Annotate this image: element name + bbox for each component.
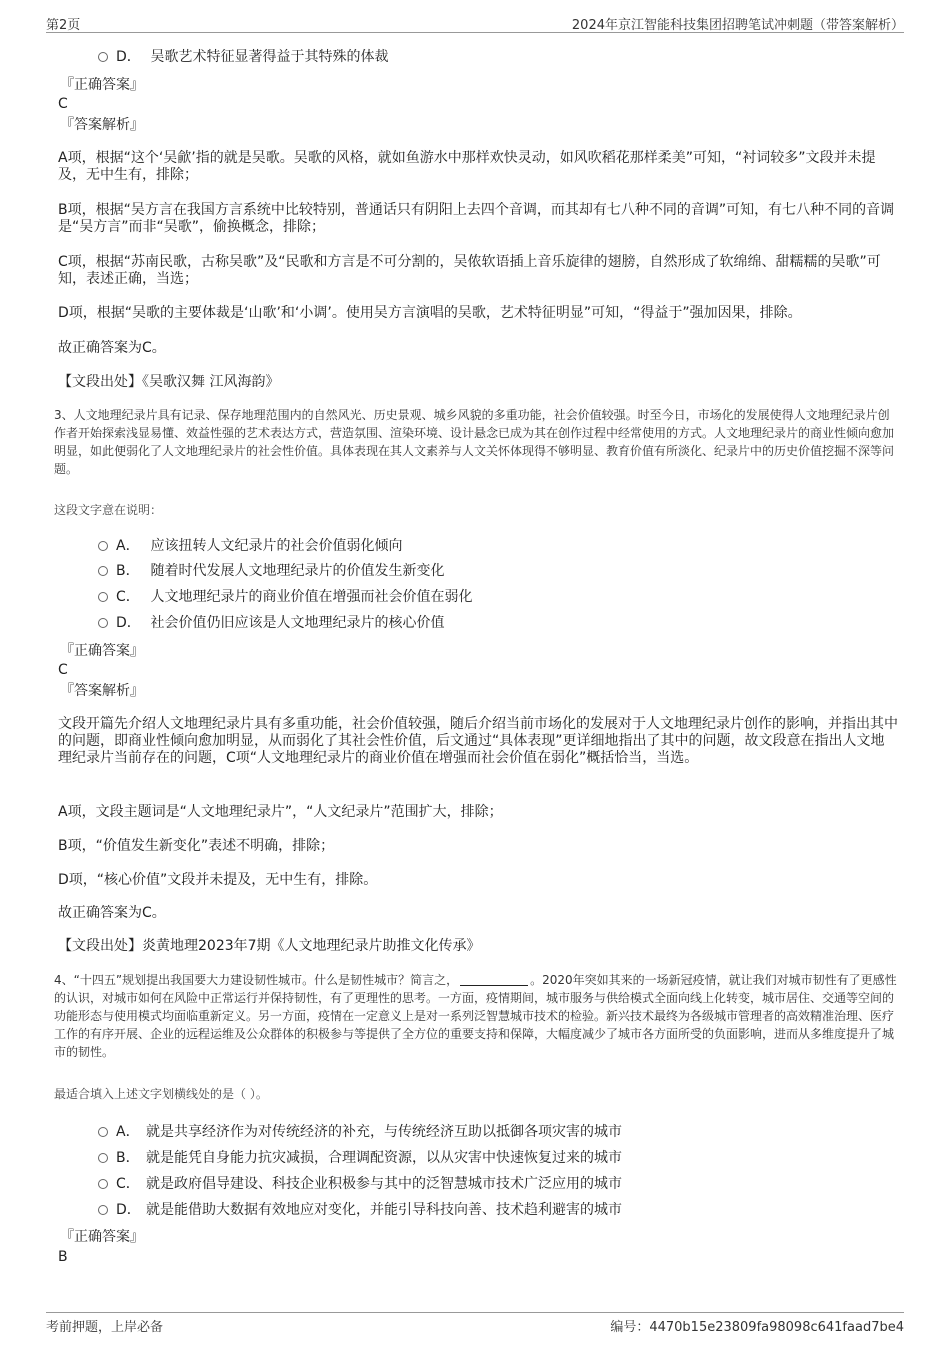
- q3-source: 【文段出处】炎黄地理2023年7期《人文地理纪录片助推文化传承》: [58, 938, 481, 954]
- q2-explain-a: A项，根据“这个‘吴歈’指的就是吴歌。吴歌的风格，就如鱼游水中那样欢快灵动，如风吹稻花那样柔美”可知，“衬词较多”文段并未提及，无中生有，排除；: [58, 150, 876, 183]
- page-number: 第2页: [46, 18, 81, 33]
- q4-option-c[interactable]: C． 就是政府倡导建设、科技企业积极参与其中的泛智慧城市技术广泛应用的城市: [98, 1174, 622, 1194]
- radio-icon[interactable]: [98, 1127, 108, 1137]
- radio-icon[interactable]: [98, 592, 108, 602]
- q2-option-d[interactable]: D． 吴歌艺术特征显著得益于其特殊的体裁: [98, 47, 388, 67]
- q3-explain-a: A项，文段主题词是“人文地理纪录片”，“人文纪录片”范围扩大，排除；: [58, 804, 503, 820]
- fill-in-blank: [460, 973, 528, 986]
- q3-prompt: 这段文字意在说明：: [54, 503, 163, 517]
- q4-option-d[interactable]: D． 就是能借助大数据有效地应对变化，并能引导科技向善、技术趋利避害的城市: [98, 1200, 622, 1220]
- q3-explain-main: 文段开篇先介绍人文地理纪录片具有多重功能，社会价值较强，随后介绍当前市场化的发展对于人文地理纪录片创作的影响，并指出其中的问题，即商业性倾向愈加明显，从而弱化了其社会性价值，后文通过“具体表现”更详细地指出了其中的问题，故文段意在指出人文地理纪录片当前存在的问题，C项“人文地理纪录片的商业价值在增强而社会价值在弱化”概括恰当，当选。: [58, 716, 898, 766]
- q4-option-a[interactable]: A． 就是共享经济作为对传统经济的补充，与传统经济互助以抵御各项灾害的城市: [98, 1122, 622, 1142]
- q3-option-d[interactable]: D． 社会价值仍旧应该是人文地理纪录片的核心价值: [98, 613, 444, 633]
- q4-option-b[interactable]: B． 就是能凭自身能力抗灾减损，合理调配资源，以从灾害中快速恢复过来的城市: [98, 1148, 622, 1168]
- page-header: [46, 10, 904, 33]
- q3-explain-label: 『答案解析』: [60, 683, 144, 699]
- q3-explain-d: D项，“核心价值”文段并未提及，无中生有，排除。: [58, 872, 378, 888]
- page-footer: [46, 1312, 904, 1337]
- q4-question: 4、“十四五”规划提出我国要大力建设韧性城市。什么是韧性城市？简言之， 。2020年突如其来的一场新冠疫情，就让我们对城市韧性有了更感性的认识，对城市如何在风险中正常运行并保持韧性，有了更理性的思考。一方面，疫情期间，城市服务与供给模式全面向线上化转变，城市居住、交通等空间的功能形态与使用模式均面临重新定义。另一方面，疫情在一定意义上是对一系列泛智慧城市技术的检验。新兴技术最终为各级城市管理者的高效精准治理、医疗工作的有序开展、企业的远程运维及公众群体的积极参与等提供了全方位的重要支持和保障，大幅度减少了城市各方面所受的负面影响，进而从多维度提升了城市的韧性。: [54, 973, 897, 1059]
- document-title: 2024年京江智能科技集团招聘笔试冲刺题（带答案解析）: [571, 18, 904, 33]
- radio-icon[interactable]: [98, 541, 108, 551]
- radio-icon[interactable]: [98, 1153, 108, 1163]
- q3-conclusion: 故正确答案为C。: [58, 905, 166, 921]
- radio-icon[interactable]: [98, 566, 108, 576]
- radio-icon[interactable]: [98, 618, 108, 628]
- q3-option-c[interactable]: C． 人文地理纪录片的商业价值在增强而社会价值在弱化: [98, 587, 472, 607]
- q2-explain-b: B项，根据“吴方言在我国方言系统中比较特别，普通话只有阴阳上去四个音调，而其却有七八种不同的音调”可知，有七八种不同的音调是“吴方言”而非“吴歌”，偷换概念，排除；: [58, 202, 895, 235]
- q4-prompt: 最适合填入上述文字划横线处的是（ ）。: [54, 1087, 268, 1101]
- q2-explain-d: D项，根据“吴歌的主要体裁是‘山歌’和‘小调’。使用吴方言演唱的吴歌，艺术特征明显”可知，“得益于”强加因果，排除。: [58, 305, 802, 321]
- q3-option-a[interactable]: A． 应该扭转人文纪录片的社会价值弱化倾向: [98, 536, 402, 556]
- q3-question: 3、人文地理纪录片具有记录、保存地理范围内的自然风光、历史景观、城乡风貌的多重功能，社会价值较强。时至今日，市场化的发展使得人文地理纪录片创作者开始探索浅显易懂、效益性强的艺术表达方式，营造氛围、渲染环境、设计悬念已成为其在创作过程中经常使用的方式。人文地理纪录片的商业性倾向愈加明显，如此便弱化了人文地理纪录片的社会性价值。具体表现在其人文素养与人文关怀体现得不够明显、教育价值有所淡化、纪录片中的历史价值挖掘不深等问题。: [54, 408, 895, 476]
- q2-explain-c: C项，根据“苏南民歌，古称吴歌”及“民歌和方言是不可分割的，吴侬软语插上音乐旋律的翅膀，自然形成了软绵绵、甜糯糯的吴歌”可知，表述正确，当选；: [58, 254, 881, 287]
- q2-explain-label: 『答案解析』: [60, 117, 144, 133]
- footer-slogan: 考前押题，上岸必备: [46, 1320, 164, 1335]
- document-id: 编号：4470b15e23809fa98098c641faad7be4: [610, 1320, 904, 1335]
- q2-source: 【文段出处】《吴歌汉舞 江风海韵》: [58, 374, 280, 390]
- q3-answer: C: [58, 662, 68, 678]
- q3-option-b[interactable]: B． 随着时代发展人文地理纪录片的价值发生新变化: [98, 561, 444, 581]
- radio-icon[interactable]: [98, 1179, 108, 1189]
- q4-answer-label: 『正确答案』: [60, 1229, 144, 1245]
- q2-conclusion: 故正确答案为C。: [58, 340, 166, 356]
- radio-icon[interactable]: [98, 52, 108, 62]
- radio-icon[interactable]: [98, 1205, 108, 1215]
- q3-explain-b: B项，“价值发生新变化”表述不明确，排除；: [58, 838, 335, 854]
- q2-answer: C: [58, 96, 68, 112]
- q3-answer-label: 『正确答案』: [60, 643, 144, 659]
- q4-answer: B: [58, 1249, 68, 1265]
- q2-answer-label: 『正确答案』: [60, 77, 144, 93]
